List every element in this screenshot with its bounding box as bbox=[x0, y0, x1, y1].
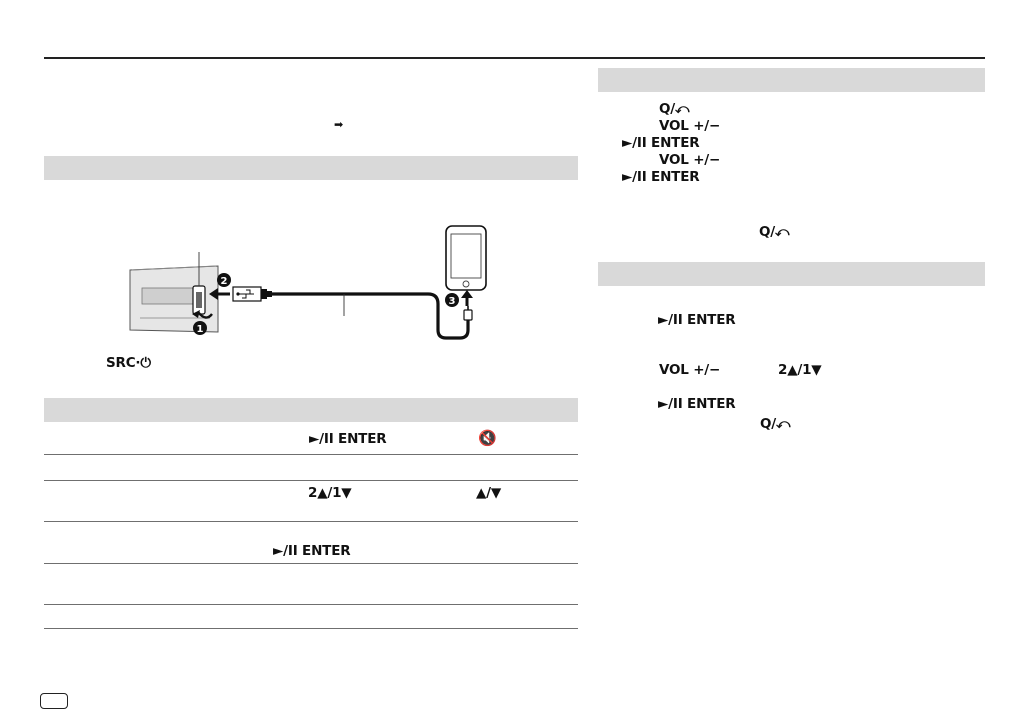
play-enter-label: ►/II ENTER bbox=[622, 135, 700, 151]
table-row-divider-1 bbox=[44, 454, 578, 455]
mute-icon: 🔇 bbox=[478, 429, 497, 447]
table-heading-band bbox=[44, 398, 578, 422]
usb-plug-illustration bbox=[233, 287, 272, 301]
table-updown-label: ▲/▼ bbox=[476, 485, 502, 501]
step-3-marker bbox=[445, 290, 473, 307]
src-power-button-label: SRC·⏻ bbox=[106, 355, 151, 371]
play-enter-label-2: ►/II ENTER bbox=[622, 169, 700, 185]
usb-connection-diagram bbox=[120, 222, 500, 344]
table-play-enter-label: ►/II ENTER bbox=[309, 431, 387, 447]
table-play-enter-label-2: ►/II ENTER bbox=[273, 543, 351, 559]
search-back-button-label-2: Q/⤺ bbox=[759, 224, 790, 240]
table-row-divider-6 bbox=[44, 628, 578, 629]
step-3-number: 3 bbox=[448, 296, 456, 307]
lightning-connector-illustration bbox=[464, 306, 472, 320]
table-row-divider-5 bbox=[44, 604, 578, 605]
step-2-number: 2 bbox=[220, 276, 228, 287]
head-unit-illustration bbox=[130, 252, 218, 332]
smartphone-illustration bbox=[446, 226, 486, 290]
inline-arrow-icon: ➡ bbox=[334, 119, 344, 131]
left-section-band bbox=[44, 156, 578, 180]
usb-cable bbox=[272, 294, 468, 338]
step-1-number: 1 bbox=[196, 324, 204, 335]
search-back-button-label-3: Q/⤺ bbox=[760, 416, 791, 432]
play-enter-label-3: ►/II ENTER bbox=[658, 312, 736, 328]
table-row-divider-3 bbox=[44, 521, 578, 522]
table-preset-updown-label: 2▲/1▼ bbox=[308, 485, 352, 501]
top-rule bbox=[44, 57, 985, 59]
table-row-divider-4 bbox=[44, 563, 578, 564]
table-row-divider-2 bbox=[44, 480, 578, 481]
vol-plus-minus-label-3: VOL +/− bbox=[659, 362, 721, 378]
vol-plus-minus-label: VOL +/− bbox=[659, 118, 721, 134]
preset-updown-label: 2▲/1▼ bbox=[778, 362, 822, 378]
right-section-band-2 bbox=[598, 262, 985, 286]
play-enter-label-4: ►/II ENTER bbox=[658, 396, 736, 412]
vol-plus-minus-label-2: VOL +/− bbox=[659, 152, 721, 168]
page-number-badge bbox=[40, 693, 68, 709]
right-section-band-1 bbox=[598, 68, 985, 92]
search-back-button-label: Q/⤺ bbox=[659, 101, 690, 117]
